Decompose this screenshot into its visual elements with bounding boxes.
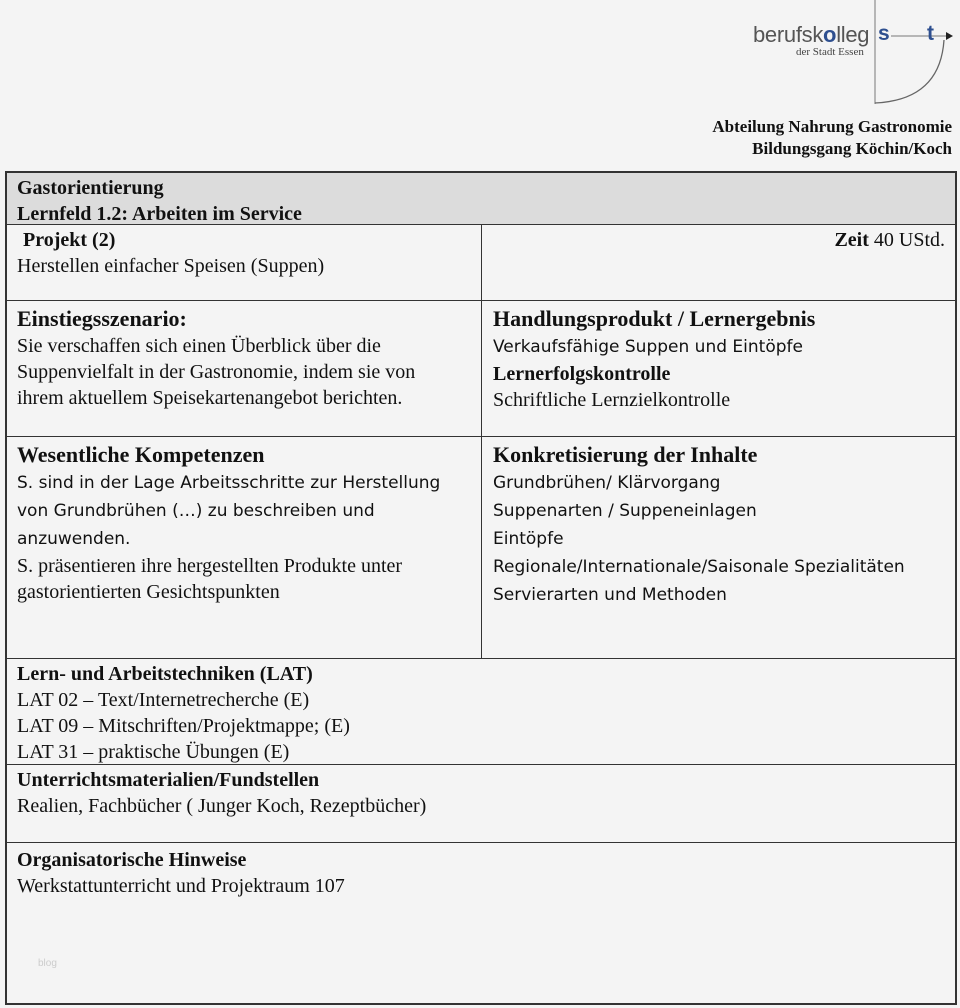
project-cell — [7, 225, 482, 301]
list-item: Servierarten und Methoden — [493, 585, 727, 605]
contents-title: Konkretisierung der Inhalte — [493, 442, 758, 467]
list-item: LAT 31 – praktische Übungen (E) — [17, 741, 290, 763]
scenario-title: Einstiegsszenario: — [17, 306, 187, 331]
text-line: anzuwenden. — [17, 529, 131, 549]
header-row — [7, 173, 955, 225]
logo-wordmark: berufskolleg — [753, 22, 870, 47]
text-line: gastorientierten Gesichtspunkten — [17, 581, 280, 603]
organization-cell — [7, 843, 955, 1003]
product-title: Handlungsprodukt / Lernergebnis — [493, 306, 816, 331]
text-line: Sie verschaffen sich einen Überblick über die — [17, 335, 381, 357]
program: Bildungsgang Köchin/Koch — [752, 139, 952, 158]
school-logo — [750, 0, 960, 110]
list-item: Eintöpfe — [493, 529, 564, 549]
list-item: Regionale/Internationale/Saisonale Spezialitäten — [493, 557, 905, 577]
logo-s: s — [878, 22, 890, 45]
competences-title: Wesentliche Kompetenzen — [17, 442, 265, 467]
time-label: Zeit — [834, 229, 869, 251]
product-text: Verkaufsfähige Suppen und Eintöpfe — [493, 337, 803, 357]
text-line: Suppenvielfalt in der Gastronomie, indem sie von — [17, 361, 416, 383]
text-line: S. präsentieren ihre hergestellten Produkte unter — [17, 555, 403, 577]
learning-field: Lernfeld 1.2: Arbeiten im Service — [17, 203, 302, 225]
list-item: LAT 02 – Text/Internetrecherche (E) — [17, 689, 310, 711]
project-title: Projekt (2) — [23, 229, 116, 251]
materials-text: Realien, Fachbücher ( Junger Koch, Rezeptbücher) — [17, 795, 427, 817]
logo-subtitle: der Stadt Essen — [796, 46, 864, 58]
list-item: LAT 09 – Mitschriften/Projektmappe; (E) — [17, 715, 350, 737]
time-value: 40 UStd. — [868, 229, 945, 251]
watermark: blog — [38, 958, 57, 969]
text-line: von Grundbrühen (…) zu beschreiben und — [17, 501, 375, 521]
organization-title: Organisatorische Hinweise — [17, 849, 247, 871]
assessment-title: Lernerfolgskontrolle — [493, 363, 671, 385]
subject-title: Gastorientierung — [17, 177, 164, 199]
organization-text: Werkstattunterricht und Projektraum 107 — [17, 875, 345, 897]
assessment-text: Schriftliche Lernzielkontrolle — [493, 389, 731, 411]
lat-title: Lern- und Arbeitstechniken (LAT) — [17, 663, 313, 685]
time-cell — [482, 225, 955, 301]
list-item: Suppenarten / Suppeneinlagen — [493, 501, 757, 521]
logo-t: t — [927, 22, 934, 45]
materials-cell — [7, 765, 955, 843]
project-text: Herstellen einfacher Speisen (Suppen) — [17, 255, 325, 277]
contents-cell — [482, 437, 955, 659]
competences-cell — [7, 437, 482, 659]
text-line: ihrem aktuellem Speisekartenangebot berichten. — [17, 387, 403, 409]
department-info — [712, 116, 952, 160]
product-cell — [482, 301, 955, 437]
scenario-cell — [7, 301, 482, 437]
department: Abteilung Nahrung Gastronomie — [712, 117, 952, 136]
list-item: Grundbrühen/ Klärvorgang — [493, 473, 721, 493]
text-line: S. sind in der Lage Arbeitsschritte zur Herstellung — [17, 473, 441, 493]
materials-title: Unterrichtsmaterialien/Fundstellen — [17, 769, 320, 791]
lesson-plan-table — [5, 171, 957, 1005]
lat-cell — [7, 659, 955, 765]
